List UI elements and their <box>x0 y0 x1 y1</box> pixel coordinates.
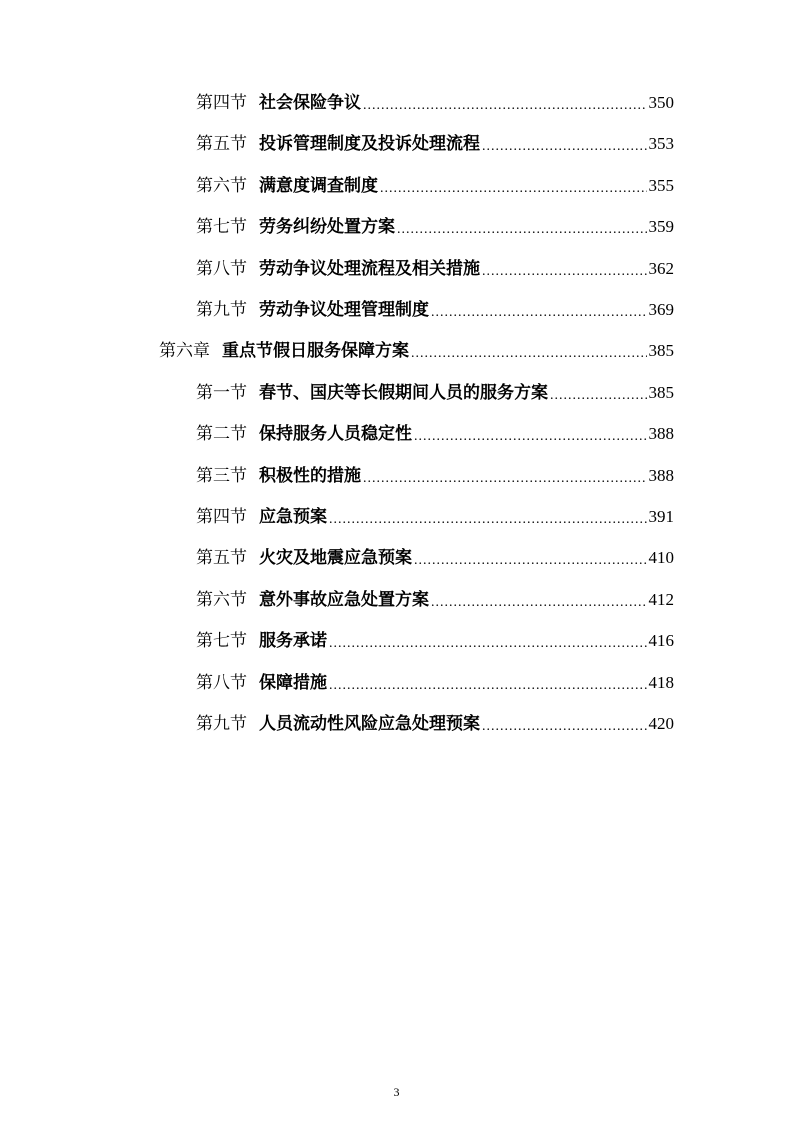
toc-entry-page: 388 <box>648 424 674 444</box>
toc-entry-title: 春节、国庆等长假期间人员的服务方案 <box>259 382 548 403</box>
toc-entry-title: 投诉管理制度及投诉处理流程 <box>259 134 480 155</box>
toc-entry-page: 385 <box>648 341 674 361</box>
toc-entry-number: 第七节 <box>196 631 247 652</box>
toc-entry[interactable] <box>196 213 674 241</box>
toc-entry-page: 412 <box>648 589 674 609</box>
toc-entry-title: 积极性的措施 <box>259 465 361 486</box>
dot-leader <box>550 385 647 407</box>
dot-leader <box>431 592 647 614</box>
toc-entry[interactable] <box>196 627 674 655</box>
dot-leader <box>482 261 647 283</box>
toc-entry[interactable] <box>196 255 674 283</box>
toc-entry[interactable] <box>196 89 674 117</box>
dot-leader <box>482 716 647 738</box>
toc-entry-title: 满意度调查制度 <box>259 175 378 196</box>
toc-entry-page: 350 <box>648 93 674 112</box>
toc-entry-number: 第八节 <box>196 672 247 693</box>
toc-entry-number: 第五节 <box>196 134 247 155</box>
toc-entry[interactable] <box>196 379 674 407</box>
toc-entry[interactable] <box>196 503 674 531</box>
toc-entry-title: 劳动争议处理管理制度 <box>259 300 429 320</box>
dot-leader <box>411 343 647 365</box>
toc-entry-page: 369 <box>648 300 674 319</box>
toc-entry[interactable] <box>196 130 674 158</box>
toc-entry-page: 416 <box>648 631 674 651</box>
toc-entry[interactable] <box>196 669 674 697</box>
toc-entry-title: 人员流动性风险应急处理预案 <box>259 714 480 734</box>
toc-entry[interactable] <box>196 172 674 200</box>
toc-entry-title: 保障措施 <box>259 672 327 693</box>
toc-entry-number: 第四节 <box>196 93 247 113</box>
toc-entry-number: 第二节 <box>196 424 247 445</box>
toc-entry[interactable] <box>196 544 674 572</box>
dot-leader <box>380 178 647 200</box>
dot-leader <box>329 675 647 697</box>
toc-entry-number: 第六章 <box>159 341 210 362</box>
toc-entry-page: 391 <box>648 507 674 526</box>
toc-entry-title: 重点节假日服务保障方案 <box>222 341 409 362</box>
toc-entry-title: 服务承诺 <box>259 631 327 652</box>
toc-entry-number: 第九节 <box>196 714 247 734</box>
dot-leader <box>329 633 647 655</box>
toc-entry-page: 420 <box>648 714 674 733</box>
toc-entry[interactable] <box>196 462 674 490</box>
page-number: 3 <box>393 1085 400 1099</box>
dot-leader <box>397 219 647 241</box>
toc-entry-title: 保持服务人员稳定性 <box>259 424 412 445</box>
toc-entry-number: 第八节 <box>196 258 247 279</box>
dot-leader <box>482 136 647 158</box>
toc-entry-page: 418 <box>648 672 674 692</box>
dot-leader <box>414 550 647 572</box>
toc-entry-number: 第一节 <box>196 382 247 403</box>
toc-chapter-entry[interactable] <box>159 337 674 365</box>
toc-entry[interactable] <box>196 296 674 324</box>
toc-entry-number: 第九节 <box>196 300 247 320</box>
toc-entry-page: 388 <box>648 465 674 485</box>
toc-entry-number: 第七节 <box>196 217 247 238</box>
toc-entry-title: 社会保险争议 <box>259 93 361 113</box>
dot-leader <box>363 95 647 117</box>
toc-entry-number: 第六节 <box>196 175 247 196</box>
toc-entry-page: 355 <box>648 175 674 195</box>
toc-entry-number: 第三节 <box>196 465 247 486</box>
toc-entry-page: 362 <box>648 258 674 278</box>
toc-entry-page: 353 <box>648 134 674 154</box>
toc-entry[interactable] <box>196 420 674 448</box>
toc-entry-title: 劳动争议处理流程及相关措施 <box>259 258 480 279</box>
toc-entry-number: 第四节 <box>196 507 247 527</box>
toc-entry-page: 385 <box>648 382 674 402</box>
toc-entry[interactable] <box>196 710 674 738</box>
toc-entry-title: 火灾及地震应急预案 <box>259 548 412 569</box>
dot-leader <box>414 426 647 448</box>
toc-entry-page: 359 <box>648 217 674 237</box>
dot-leader <box>363 468 647 490</box>
toc-entry-title: 意外事故应急处置方案 <box>259 589 429 610</box>
toc-entry-number: 第六节 <box>196 589 247 610</box>
toc-entry-number: 第五节 <box>196 548 247 569</box>
toc-entry-title: 劳务纠纷处置方案 <box>259 217 395 238</box>
toc-entry[interactable] <box>196 586 674 614</box>
toc-entry-title: 应急预案 <box>259 507 327 527</box>
dot-leader <box>431 302 647 324</box>
toc-entry-page: 410 <box>648 548 674 568</box>
dot-leader <box>329 509 647 531</box>
